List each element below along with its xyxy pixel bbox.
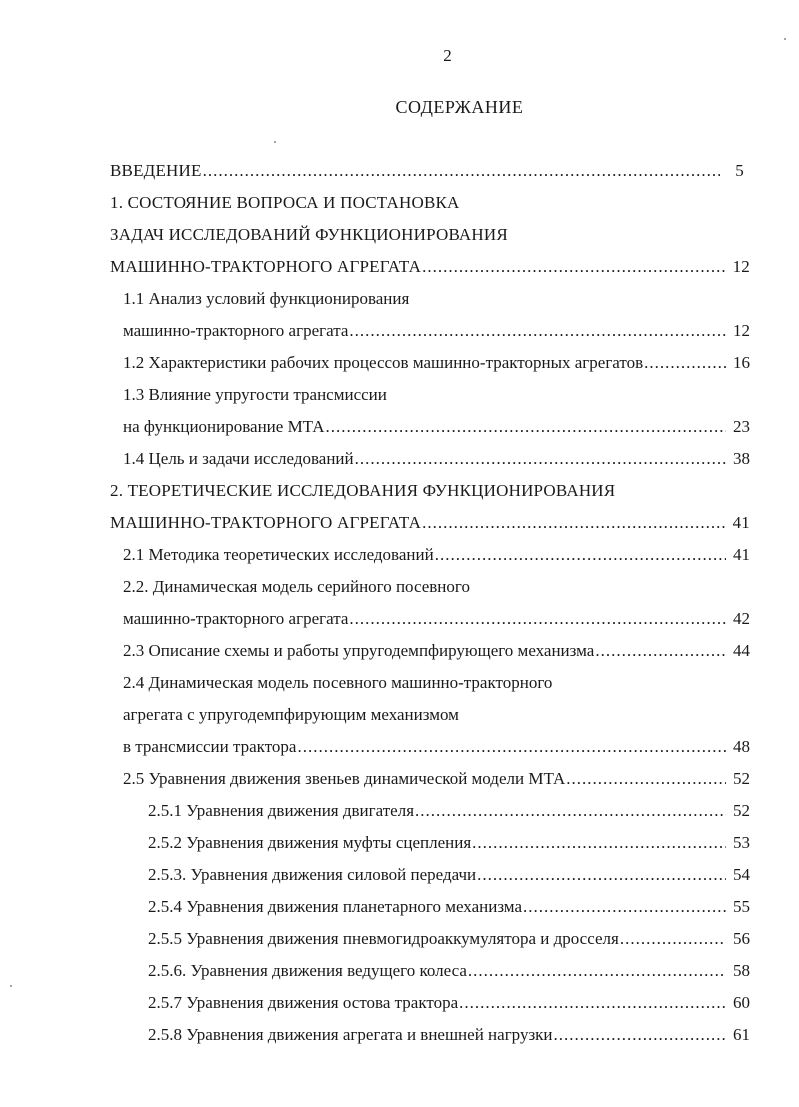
toc-entry-2-5-2[interactable] xyxy=(148,830,750,856)
toc-entry-page: 5 xyxy=(735,161,744,180)
toc-entry-text: 2.3 Описание схемы и работы упругодемпфирующего механизма xyxy=(123,641,595,660)
toc-entry-2-4-line1[interactable] xyxy=(123,670,552,696)
toc-entry-2-5-1[interactable] xyxy=(148,798,750,824)
toc-entry-text: 2. ТЕОРЕТИЧЕСКИЕ ИССЛЕДОВАНИЯ ФУНКЦИОНИРОВАНИЯ xyxy=(110,481,616,500)
toc-entry-page: 23 xyxy=(733,417,750,436)
toc-leader xyxy=(415,798,726,824)
toc-entry-page: 60 xyxy=(733,993,750,1012)
toc-entry-chapter1-line2[interactable] xyxy=(110,222,508,248)
toc-entry-page: 53 xyxy=(733,833,750,852)
toc-entry-text: 2.5.8 Уравнения движения агрегата и внешней нагрузки xyxy=(148,1025,553,1044)
toc-entry-text: МАШИННО-ТРАКТОРНОГО АГРЕГАТА xyxy=(110,513,422,532)
toc-entry-2-2-line1[interactable] xyxy=(123,574,470,600)
toc-entry-2-5-5[interactable] xyxy=(148,926,750,952)
toc-leader xyxy=(349,606,726,632)
toc-entry-2-1[interactable] xyxy=(123,542,750,568)
toc-entry-page: 41 xyxy=(732,513,750,532)
toc-entry-page: 58 xyxy=(733,961,750,980)
toc-entry-text: 2.5.4 Уравнения движения планетарного механизма xyxy=(148,897,522,916)
toc-entry-page: 38 xyxy=(733,449,750,468)
toc-entry-1-2[interactable] xyxy=(123,350,750,376)
toc-entry-text: в трансмиссии трактора xyxy=(123,737,297,756)
toc-entry-1-4[interactable] xyxy=(123,446,750,472)
scan-speck xyxy=(10,985,12,987)
toc-entry-text: 2.2. Динамическая модель серийного посевного xyxy=(123,577,470,596)
toc-entry-text: 1. СОСТОЯНИЕ ВОПРОСА И ПОСТАНОВКА xyxy=(110,193,460,212)
toc-entry-text: 2.1 Методика теоретических исследований xyxy=(123,545,434,564)
toc-leader xyxy=(595,638,726,664)
toc-entry-1-3-line1[interactable] xyxy=(123,382,387,408)
toc-entry-text: 2.5 Уравнения движения звеньев динамической модели МТА xyxy=(123,769,566,788)
toc-leader xyxy=(472,830,726,856)
toc-leader xyxy=(566,766,726,792)
toc-entry-1-3-line2[interactable] xyxy=(123,414,750,440)
toc-entry-text: машинно-тракторного агрегата xyxy=(123,321,349,340)
toc-entry-text: 1.2 Характеристики рабочих процессов машинно-тракторных агрегатов xyxy=(123,353,644,372)
toc-leader xyxy=(203,158,720,184)
toc-entry-page: 48 xyxy=(733,737,750,756)
toc-entry-2-5-3[interactable] xyxy=(148,862,750,888)
toc-entry-text: 2.5.7 Уравнения движения остова трактора xyxy=(148,993,459,1012)
toc-leader xyxy=(644,350,726,376)
page-number: 2 xyxy=(443,46,452,65)
toc-entry-2-4-line3[interactable] xyxy=(123,734,750,760)
toc-entry-text: 2.5.2 Уравнения движения муфты сцепления xyxy=(148,833,472,852)
toc-entry-2-5-7[interactable] xyxy=(148,990,750,1016)
toc-entry-page: 52 xyxy=(733,769,750,788)
toc-entry-page: 42 xyxy=(733,609,750,628)
page-title: СОДЕРЖАНИЕ xyxy=(395,97,524,117)
toc-entry-page: 12 xyxy=(732,257,750,276)
toc-leader xyxy=(349,318,726,344)
toc-leader xyxy=(326,414,726,440)
toc-entry-text: на функционирование МТА xyxy=(123,417,325,436)
toc-entry-2-5-8[interactable] xyxy=(148,1022,750,1048)
toc-entry-text: 2.5.5 Уравнения движения пневмогидроаккумулятора и дросселя xyxy=(148,929,619,948)
toc-entry-text: МАШИННО-ТРАКТОРНОГО АГРЕГАТА xyxy=(110,257,422,276)
toc-entry-2-4-line2[interactable] xyxy=(123,702,459,728)
scan-speck xyxy=(784,38,786,40)
toc-leader xyxy=(355,446,726,472)
toc-entry-page: 41 xyxy=(733,545,750,564)
toc-entry-1-1-line2[interactable] xyxy=(123,318,750,344)
toc-entry-page: 44 xyxy=(733,641,750,660)
toc-entry-text: 1.1 Анализ условий функционирования xyxy=(123,289,410,308)
toc-leader xyxy=(620,926,726,952)
toc-entry-2-2-line2[interactable] xyxy=(123,606,750,632)
toc-entry-page: 56 xyxy=(733,929,750,948)
toc-entry-text: ЗАДАЧ ИССЛЕДОВАНИЙ ФУНКЦИОНИРОВАНИЯ xyxy=(110,225,508,244)
toc-entry-page: 52 xyxy=(733,801,750,820)
scan-speck xyxy=(274,141,276,143)
toc-leader xyxy=(468,958,726,984)
toc-leader xyxy=(523,894,726,920)
toc-entry-text: машинно-тракторного агрегата xyxy=(123,609,349,628)
toc-entry-chapter1-line3[interactable] xyxy=(110,254,750,280)
toc-leader xyxy=(554,1022,726,1048)
toc-entry-page: 12 xyxy=(733,321,750,340)
toc-entry-chapter2-line1[interactable] xyxy=(110,478,615,504)
toc-entry-chapter1-line1[interactable] xyxy=(110,190,460,216)
toc-entry-text: 2.5.3. Уравнения движения силовой передачи xyxy=(148,865,477,884)
toc-entry-2-5[interactable] xyxy=(123,766,750,792)
toc-entry-text: 1.4 Цель и задачи исследований xyxy=(123,449,354,468)
toc-entry-text: 2.4 Динамическая модель посевного машинно-тракторного xyxy=(123,673,553,692)
toc-entry-text: 1.3 Влияние упругости трансмиссии xyxy=(123,385,387,404)
toc-entry-chapter2-line2[interactable] xyxy=(110,510,750,536)
toc-entry-page: 54 xyxy=(733,865,750,884)
toc-leader xyxy=(459,990,726,1016)
toc-entry-2-5-6[interactable] xyxy=(148,958,750,984)
toc-entry-2-5-4[interactable] xyxy=(148,894,750,920)
toc-entry-text: 2.5.1 Уравнения движения двигателя xyxy=(148,801,415,820)
toc-leader xyxy=(422,254,726,280)
toc-entry-text: агрегата с упругодемпфирующим механизмом xyxy=(123,705,459,724)
toc-leader xyxy=(422,510,726,536)
toc-entry-text: ВВЕДЕНИЕ xyxy=(110,161,202,180)
toc-entry-page: 16 xyxy=(733,353,750,372)
toc-entry-introduction[interactable] xyxy=(110,158,744,184)
toc-entry-page: 61 xyxy=(733,1025,750,1044)
toc-entry-1-1-line1[interactable] xyxy=(123,286,409,312)
toc-leader xyxy=(297,734,726,760)
toc-entry-text: 2.5.6. Уравнения движения ведущего колеса xyxy=(148,961,467,980)
toc-entry-page: 55 xyxy=(733,897,750,916)
toc-leader xyxy=(477,862,726,888)
toc-entry-2-3[interactable] xyxy=(123,638,750,664)
toc-leader xyxy=(435,542,726,568)
